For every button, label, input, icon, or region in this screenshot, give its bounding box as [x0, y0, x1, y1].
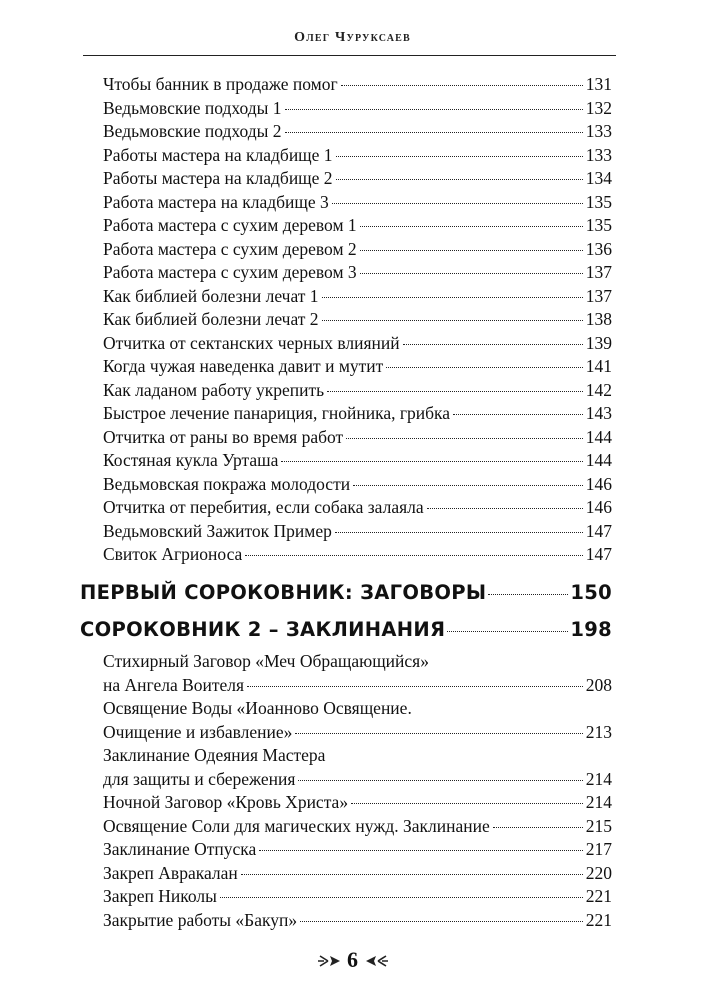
- toc-entry-title: Как библией болезни лечат 2: [103, 309, 319, 329]
- toc-entry: [103, 862, 612, 885]
- toc-entry-page: 144: [585, 426, 612, 447]
- toc-entry: [103, 355, 612, 378]
- toc-entry: [103, 426, 612, 449]
- toc-entry: [103, 885, 612, 908]
- toc-entry-page: 133: [585, 144, 612, 165]
- toc-entry-title-line2: Очищение и избавление»: [103, 721, 293, 742]
- toc-entry-page: 134: [585, 168, 612, 188]
- toc-entry-page: 208: [585, 674, 612, 695]
- toc-entry-title: Работа мастера на кладбище 3: [103, 191, 329, 212]
- leader-dots: [453, 414, 583, 415]
- leader-dots: [298, 780, 582, 781]
- section-page: 198: [570, 618, 612, 641]
- leader-dots: [220, 897, 583, 898]
- ornament-left-icon: [316, 949, 342, 975]
- toc-entry-title-line1: Освящение Воды «Иоанново Освящение.: [103, 698, 412, 718]
- toc-entry-title: Заклинание Отпуска: [103, 839, 257, 859]
- section-title: СОРОКОВНИК 2 – ЗАКЛИНАНИЯ: [80, 618, 446, 641]
- toc-entry: [103, 73, 612, 96]
- toc-entry-page: 220: [585, 862, 612, 883]
- section-heading: [80, 615, 612, 645]
- toc-entry: [103, 449, 612, 472]
- toc-entry-title-line2: для защиты и сбережения: [103, 768, 296, 789]
- leader-dots: [285, 132, 583, 133]
- toc-entry-title: Когда чужая наведенка давит и мутит: [103, 356, 384, 376]
- toc-entry-title: Чтобы банник в продаже помог: [103, 74, 338, 94]
- toc-entry-title-line1: Стихирный Заговор «Меч Обращающийся»: [103, 651, 429, 671]
- leader-dots: [281, 461, 582, 462]
- leader-dots: [353, 485, 583, 486]
- toc-entry: [103, 909, 612, 932]
- toc-entry-title: Работа мастера с сухим деревом 1: [103, 215, 357, 235]
- toc-entry-title: Свиток Агрионоса: [103, 544, 243, 564]
- toc-entry-page: 221: [585, 886, 612, 906]
- toc-entry: [103, 791, 612, 814]
- toc-entry-title: Ведьмовские подходы 1: [103, 97, 282, 118]
- leader-dots: [327, 391, 583, 392]
- toc-entry: [103, 768, 612, 791]
- toc-entry-page: 142: [585, 379, 612, 400]
- leader-dots: [360, 273, 583, 274]
- toc-entry-page: 135: [585, 215, 612, 235]
- leader-dots: [332, 203, 583, 204]
- page-footer: [0, 947, 705, 975]
- leader-dots: [403, 344, 583, 345]
- toc-entry: [103, 167, 612, 190]
- toc-entry-title: Закреп Авракалан: [103, 862, 238, 883]
- toc-entry-page: 214: [585, 768, 612, 789]
- toc-entry-title: Работа мастера с сухим деревом 3: [103, 262, 357, 282]
- leader-dots: [241, 874, 583, 875]
- toc-entry: [103, 144, 612, 167]
- toc-entry-page: 139: [585, 332, 612, 353]
- toc-entry-page: 143: [585, 403, 612, 423]
- leader-dots: [295, 733, 582, 734]
- leader-dots: [386, 367, 582, 368]
- toc-entry-page: 146: [585, 473, 612, 494]
- toc-entry-page: 214: [585, 792, 612, 812]
- section-heading: [80, 578, 612, 608]
- leader-dots: [322, 297, 583, 298]
- section-page: 150: [570, 581, 612, 604]
- leader-dots: [427, 508, 583, 509]
- toc-entry-page: 133: [585, 121, 612, 141]
- toc-entry: [103, 120, 612, 143]
- toc-entry-page: 213: [585, 721, 612, 742]
- toc-entry-page: 147: [585, 544, 612, 564]
- toc-entry-title: Работы мастера на кладбище 2: [103, 168, 333, 188]
- leader-dots: [336, 156, 583, 157]
- leader-dots: [322, 320, 583, 321]
- toc-entry-title: Закрытие работы «Бакуп»: [103, 909, 298, 930]
- toc-entry-page: 215: [585, 815, 612, 836]
- toc-entry: [103, 332, 612, 355]
- toc-entry: [103, 285, 612, 308]
- toc-entry: [103, 520, 612, 543]
- toc-entry-title: Отчитка от сектанских черных влияний: [103, 332, 400, 353]
- toc-entry: [103, 674, 612, 697]
- toc-entry: [103, 97, 612, 120]
- leader-dots: [351, 803, 583, 804]
- leader-dots: [335, 532, 583, 533]
- header-rule: [83, 55, 616, 56]
- running-header: Олег Чуруксаев: [294, 30, 411, 45]
- leader-dots: [247, 686, 583, 687]
- leader-dots: [360, 250, 583, 251]
- ornament-right-icon: [364, 949, 390, 975]
- toc-entry-title-line2: на Ангела Воителя: [103, 674, 245, 695]
- toc-entry-page: 136: [585, 238, 612, 259]
- toc-entry: [103, 543, 612, 566]
- toc-entry-title: Как ладаном работу укрепить: [103, 379, 325, 400]
- toc-entry: [103, 238, 612, 261]
- leader-dots: [346, 438, 583, 439]
- leader-dots: [300, 921, 583, 922]
- toc-entry-title: Ведьмовские подходы 2: [103, 121, 282, 141]
- leader-dots: [360, 226, 583, 227]
- toc-entry-title: Ведьмовский Зажиток Пример: [103, 520, 332, 541]
- toc-entry-page: 135: [585, 191, 612, 212]
- leader-dots: [341, 85, 583, 86]
- leader-dots: [259, 850, 582, 851]
- toc-entry: [103, 308, 612, 331]
- toc-entry-title: Отчитка от раны во время работ: [103, 426, 344, 447]
- toc-entry-title: Освящение Соли для магических нужд. Заклинание: [103, 815, 490, 836]
- toc-entry-page: 138: [585, 309, 612, 329]
- toc-entry-title: Закреп Николы: [103, 886, 217, 906]
- toc-entry-title: Быстрое лечение панариция, гнойника, грибка: [103, 403, 451, 423]
- toc-entry-title: Ночной Заговор «Кровь Христа»: [103, 792, 349, 812]
- toc-entry-page: 147: [585, 520, 612, 541]
- toc-entry-title: Работы мастера на кладбище 1: [103, 144, 333, 165]
- toc-entry: [103, 496, 612, 519]
- leader-dots: [245, 555, 582, 556]
- toc-entry: [103, 214, 612, 237]
- leader-dots: [336, 179, 583, 180]
- toc-entry-page: 141: [585, 356, 612, 376]
- toc-entry-title: Костяная кукла Урташа: [103, 450, 279, 470]
- toc-entry: [103, 473, 612, 496]
- toc-entry-page: 144: [585, 450, 612, 470]
- toc-entry-page: 131: [585, 74, 612, 94]
- toc-entry-page: 132: [585, 97, 612, 118]
- toc-entry: [103, 721, 612, 744]
- leader-dots: [285, 109, 583, 110]
- toc-entry: [103, 191, 612, 214]
- toc-entry-page: 217: [585, 839, 612, 859]
- leader-dots: [488, 594, 568, 595]
- leader-dots: [493, 827, 583, 828]
- toc-entry: [103, 838, 612, 861]
- section-title: ПЕРВЫЙ СОРОКОВНИК: ЗАГОВОРЫ: [80, 581, 487, 604]
- toc-entry-page: 146: [585, 497, 612, 517]
- toc-entry: [103, 815, 612, 838]
- leader-dots: [447, 631, 568, 632]
- toc-entry-title: Работа мастера с сухим деревом 2: [103, 238, 357, 259]
- toc-entry-page: 137: [585, 285, 612, 306]
- toc-entry-page: 221: [585, 909, 612, 930]
- page-number: 6: [347, 947, 358, 972]
- toc-entry: [103, 261, 612, 284]
- toc-entry: [103, 379, 612, 402]
- toc-entry-page: 137: [585, 262, 612, 282]
- toc-entry-title: Ведьмовская покража молодости: [103, 473, 351, 494]
- toc-entry-title-line1: Заклинание Одеяния Мастера: [103, 745, 326, 765]
- toc-entry: [103, 402, 612, 425]
- toc-entry-title: Отчитка от перебития, если собака залаяла: [103, 497, 424, 517]
- toc-entry-title: Как библией болезни лечат 1: [103, 285, 319, 306]
